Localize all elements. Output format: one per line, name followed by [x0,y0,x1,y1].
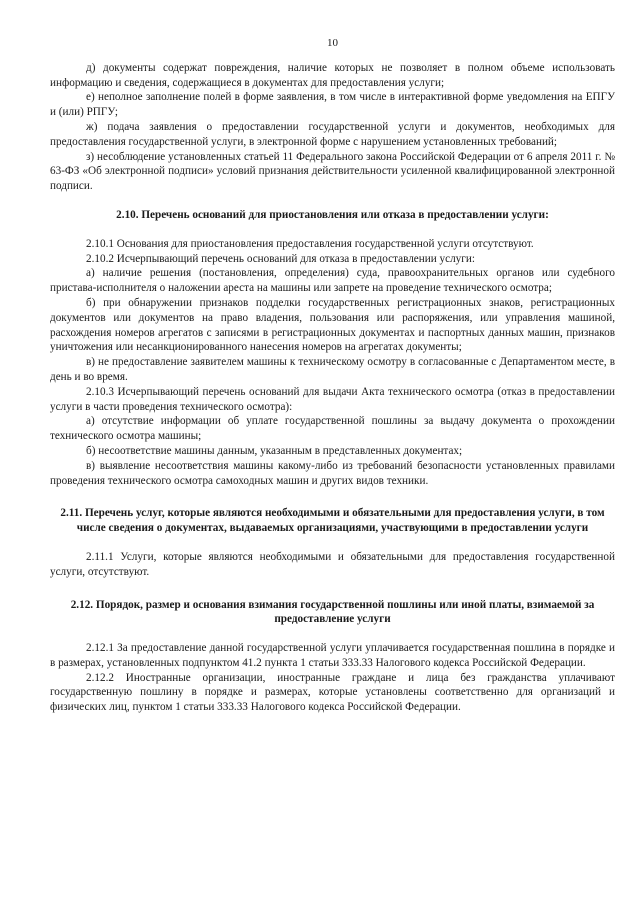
list-item-zh: ж) подача заявления о предоставлении государственной услуги и документов, необходимых для предоставления государственной услуги, в электронной форме с нарушением установленных требований; [50,120,615,148]
paragraph-2-12-2: 2.12.2 Иностранные организации, иностранные граждане и лица без гражданства уплачивают государственную пошлину в порядке и размерах, которые установлены соответственно для организаций и физических лиц, пунктом 1 статьи 333.33 Налогового кодекса Российской Федерации. [50,671,615,714]
list-item-d: д) документы содержат повреждения, наличие которых не позволяет в полном объеме использовать информацию и сведения, содержащиеся в документах для предоставления услуги; [50,61,615,89]
section-2-12-body [50,641,615,715]
paragraph-2-10-2-v: в) не предоставление заявителем машины к техническому осмотру в согласованные с Департаментом месте, в день и во время. [50,356,615,383]
section-2-10-heading: 2.10. Перечень оснований для приостановления или отказа в предоставлении услуги: [116,208,549,221]
page-number: 10 [327,37,338,49]
section-2-11-body [50,550,615,580]
paragraph-2-12-1: 2.12.1 За предоставление данной государственной услуги уплачивается государственная пошлина в порядке и в размерах, установленных подпунктом 41.2 пункта 1 статьи 333.33 Налогового кодекса Российской Федерации. [50,642,615,669]
paragraph-2-10-3-v: в) выявление несоответствия машины какому-либо из требований безопасности установленных правилами проведения технического осмотра самоходных машин и других видов техники. [50,459,615,487]
section-prev-items [50,61,615,194]
section-2-10-body [50,237,615,489]
paragraph-2-10-2: 2.10.2 Исчерпывающий перечень оснований для отказа в предоставлении услуги: [86,252,475,265]
section-2-12-heading: 2.12. Порядок, размер и основания взимания государственной пошлины или иной платы, взимаемой за предоставление услуги [70,598,595,626]
list-item-e: е) неполное заполнение полей в форме заявления, в том числе в интерактивной форме уведомления на ЕПГУ и (или) РПГУ; [50,91,615,119]
paragraph-2-10-2-b: б) при обнаружении признаков подделки государственных регистрационных знаков, регистрационных документов или документов на право владения, пользования или распоряжения, или управления машиной, расхождения номеров агрегатов с записями в регистрационных документах и паспортных данных машин, признаков уничтожения или несанкционированного нанесения номеров на агрегатах документы; [50,296,615,354]
paragraph-2-10-2-a: а) наличие решения (постановления, определения) суда, правоохранительных органов или судебного пристава-исполнителя о наложении ареста на машины или запрете на проведение технического осмотра; [50,267,615,295]
paragraph-2-10-1: 2.10.1 Основания для приостановления предоставления государственной услуги отсутствуют. [86,237,534,250]
paragraph-2-10-3-b: б) несоответствие машины данным, указанным в представленных документах; [86,444,463,457]
paragraph-2-10-3: 2.10.3 Исчерпывающий перечень оснований для выдачи Акта технического осмотра (отказ в предоставлении услуги в части проведения технического осмотра): [50,385,615,413]
paragraph-2-11-1: 2.11.1 Услуги, которые являются необходимыми и обязательными для предоставления государственной услуги, отсутствуют. [50,550,615,578]
section-2-11-heading: 2.11. Перечень услуг, которые являются необходимыми и обязательными для предоставления услуги, в том числе сведения о документах, выдаваемых организациями, участвующими в предоставлении услуги [60,507,605,535]
document-page [50,36,615,715]
paragraph-2-10-3-a: а) отсутствие информации об уплате государственной пошлины за выдачу документа о прохождении технического осмотра машины; [50,415,615,443]
list-item-z: з) несоблюдение установленных статьей 11 Федерального закона Российской Федерации от 6 апреля 2011 г. № 63-ФЗ «Об электронной подписи» условий признания действительности усиленной квалифицированной электронной подписи. [50,150,615,193]
